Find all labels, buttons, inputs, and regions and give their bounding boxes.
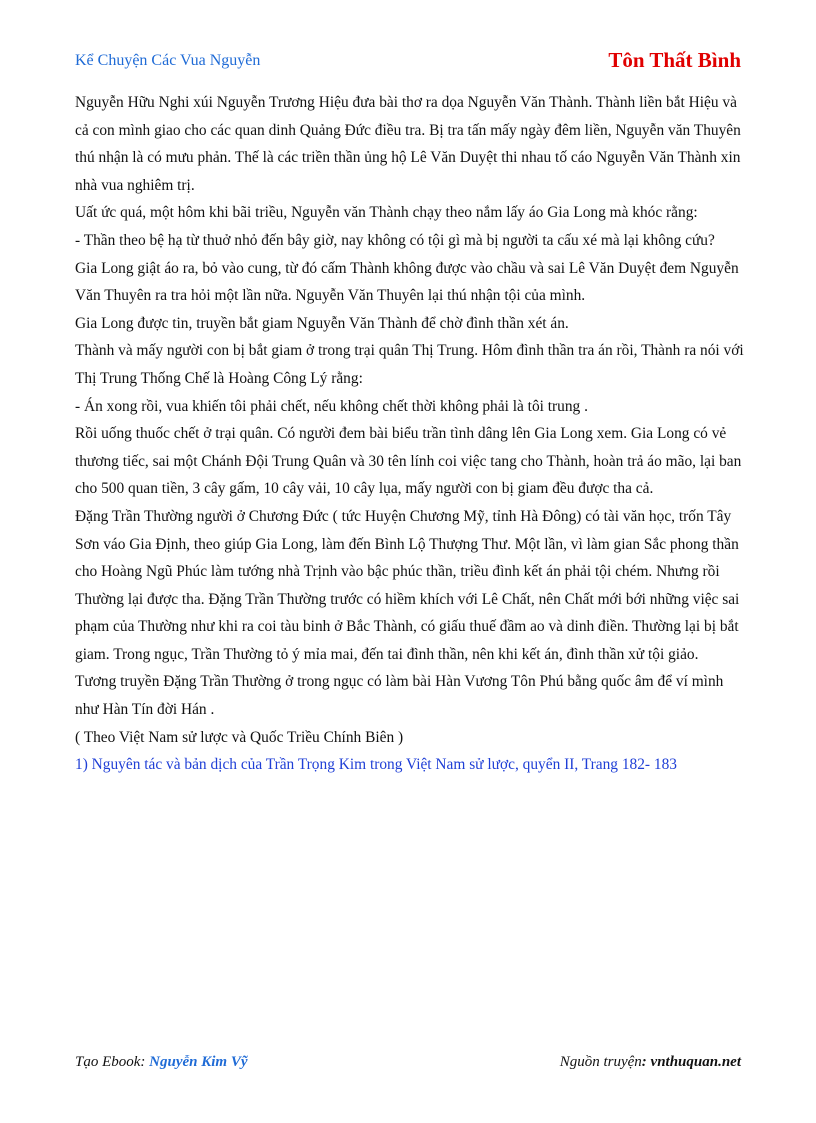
- paragraph: Nguyễn Hữu Nghi xúi Nguyễn Trương Hiệu đưa bài thơ ra dọa Nguyễn Văn Thành. Thành liền bắt Hiệu và cả con mình giao cho các quan dinh Quảng Đức điều tra. Bị tra tấn mấy ngày đêm liền, Nguyễn văn Thuyên thú nhận là có mưu phản. Thế là các triền thần ủng hộ Lê Văn Duyệt thi nhau tố cáo Nguyễn Văn Thành xin nhà vua nghiêm trị.: [75, 94, 741, 194]
- page-content: [75, 89, 747, 779]
- book-title: Kể Chuyện Các Vua Nguyễn: [75, 52, 261, 69]
- ebook-credit: [75, 1054, 248, 1071]
- source-credit: [560, 1054, 741, 1071]
- dialogue-line: - Thần theo bệ hạ từ thuở nhỏ đến bây giờ, nay không có tội gì mà bị người ta cấu xé mà lại không cứu?: [75, 231, 715, 249]
- page-footer: [75, 1054, 741, 1078]
- source-citation: ( Theo Việt Nam sử lược và Quốc Triều Chính Biên ): [75, 728, 404, 746]
- paragraph: Thành và mấy người con bị bắt giam ở trong trại quân Thị Trung. Hôm đình thần tra án rồi, Thành ra nói với Thị Trung Thống Chế là Hoàng Công Lý rằng:: [75, 342, 744, 387]
- paragraph: Uất ức quá, một hôm khi bãi triều, Nguyễn văn Thành chạy theo nắm lấy áo Gia Long mà khóc rằng:: [75, 204, 698, 222]
- ebook-creator: Nguyễn Kim Vỹ: [149, 1054, 248, 1070]
- paragraph: Rồi uống thuốc chết ở trại quân. Có người đem bài biểu trần tình dâng lên Gia Long xem. Gia Long có vẻ thương tiếc, sai một Chánh Đội Trung Quân và 30 tên lính coi việc tang cho Thành, hoàn trả áo mão, lại ban cho 500 quan tiền, 3 cây gấm, 10 cây vải, 10 cây lụa, mấy người con bị giam đều được tha cả.: [75, 425, 742, 498]
- source-label: Nguồn truyện: [559, 1054, 642, 1070]
- footnote: 1) Nguyên tác và bản dịch của Trần Trọng Kim trong Việt Nam sử lược, quyển II, Trang 182- 183: [75, 756, 677, 774]
- dialogue-line: - Án xong rồi, vua khiến tôi phải chết, nếu không chết thời không phải là tôi trung .: [75, 397, 588, 415]
- author-name: Tôn Thất Bình: [608, 48, 741, 72]
- ebook-separator: :: [140, 1054, 150, 1070]
- paragraph: Đặng Trần Thường người ở Chương Đức ( tức Huyện Chương Mỹ, tỉnh Hà Đông) có tài văn học, trốn Tây Sơn váo Gia Định, theo giúp Gia Long, làm đến Bình Lộ Thượng Thư. Một lần, vì làm gian Sắc phong thần cho Hoàng Ngũ Phúc làm tướng nhà Trịnh vào bậc phúc thần, triều đình kết án phải tội chém. Nhưng rồi Thường lại được tha. Đặng Trần Thường trước có hiềm khích với Lê Chất, nên Chất mới bới những việc sai phạm của Thường như khi ra coi tàu binh ở Bắc Thành, có giấu thuế đầm ao và dinh điền. Thường lại bị bắt giam. Trong ngục, Trần Thường tỏ ý mỉa mai, đến tai đình thần, nên khi kết án, đình thần xử tội giảo.: [75, 507, 740, 663]
- source-separator: :: [641, 1054, 651, 1070]
- paragraph: Gia Long giật áo ra, bỏ vào cung, từ đó cấm Thành không được vào chầu và sai Lê Văn Duyệt đem Nguyễn Văn Thuyên ra tra hỏi một lần nữa. Nguyễn Văn Thuyên lại thú nhận tội của mình.: [75, 259, 739, 305]
- source-site-link[interactable]: vnthuquan.net: [650, 1054, 741, 1070]
- page-header: [75, 48, 741, 78]
- ebook-label: Tạo Ebook: [75, 1054, 141, 1070]
- paragraph: Gia Long được tin, truyền bắt giam Nguyễn Văn Thành để chờ đình thần xét án.: [75, 314, 569, 332]
- paragraph: Tương truyền Đặng Trần Thường ở trong ngục có làm bài Hàn Vương Tôn Phú bằng quốc âm để ví mình như Hàn Tín đời Hán .: [75, 673, 724, 719]
